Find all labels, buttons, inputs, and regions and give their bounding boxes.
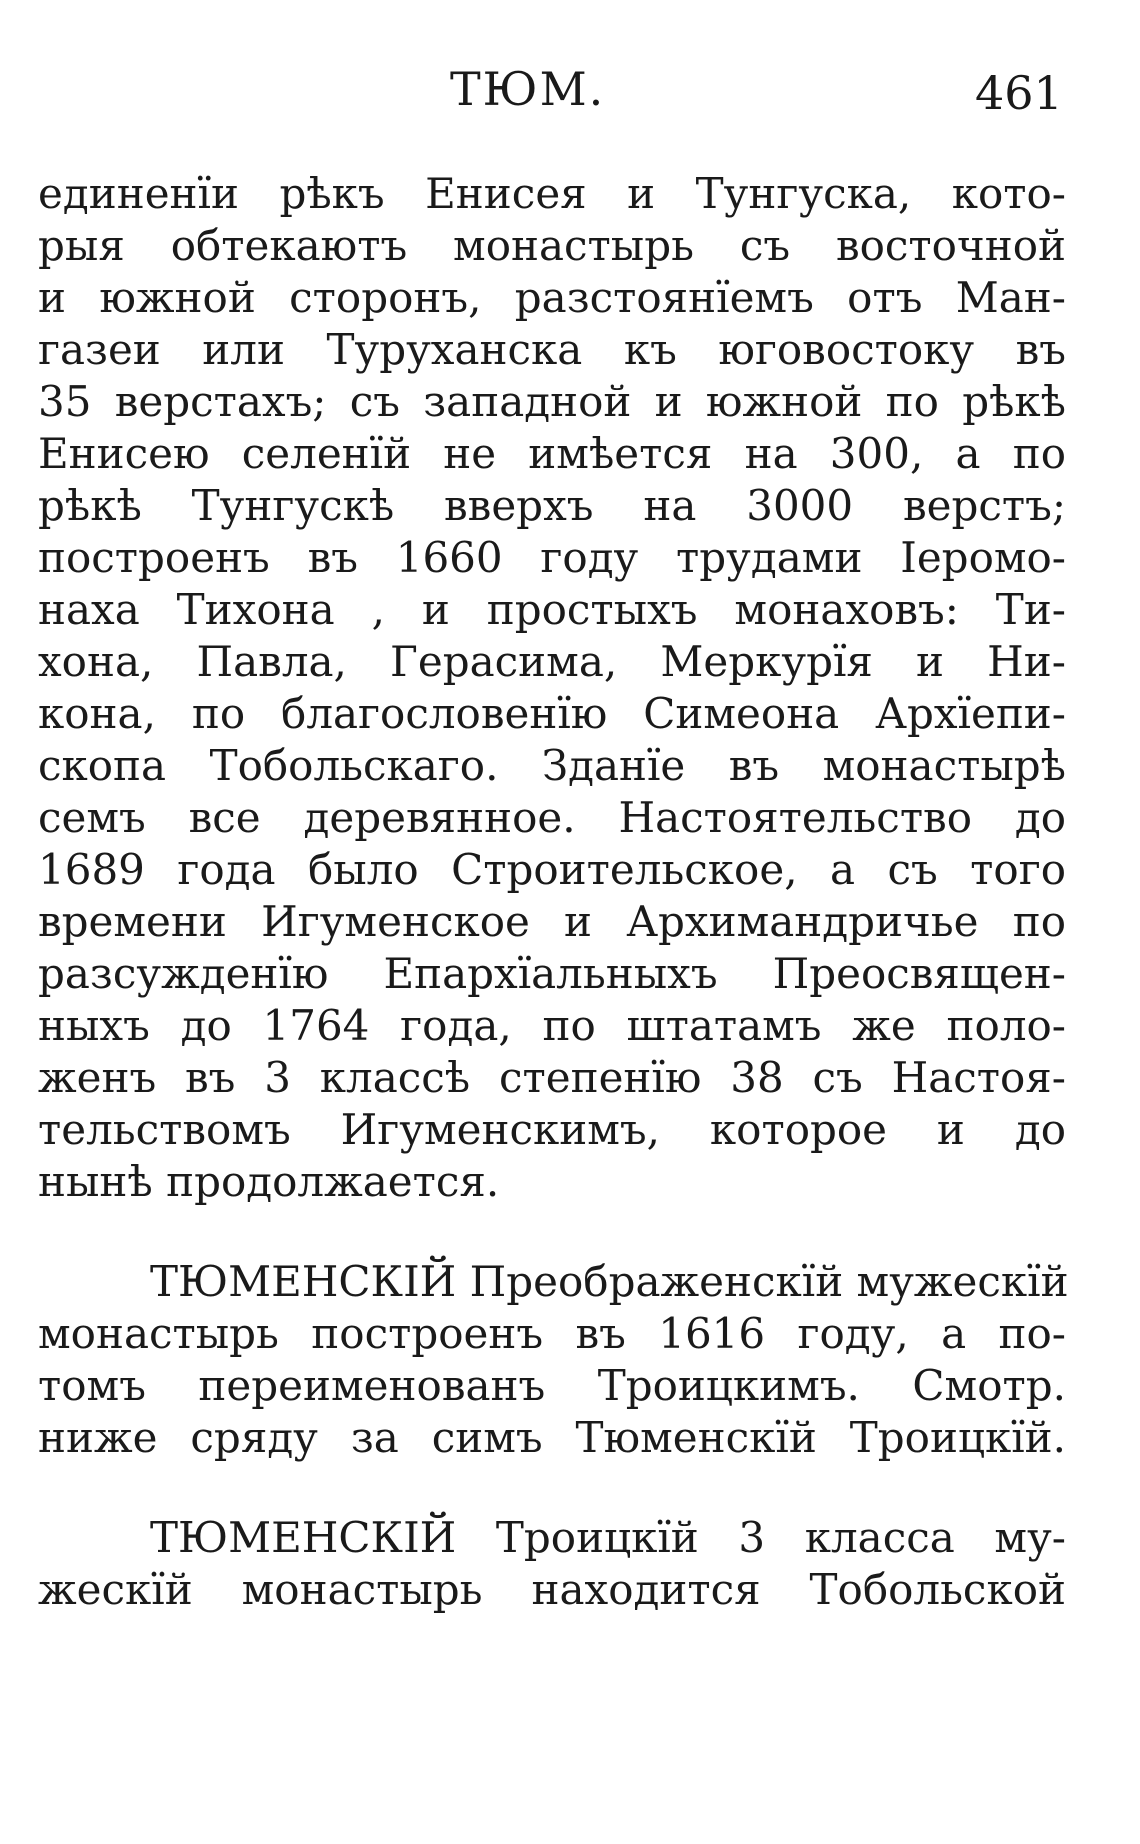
text-line: кона, по благословенїю Симеона Архїепи- [38,689,1066,738]
paragraph-preobrazhensky-entry [38,1256,1069,1464]
text-line: Енисею селенїй не имѣется на 300, а по [38,429,1066,478]
text-line: томъ переименованъ Троицкимъ. Смотр. [38,1361,1066,1410]
paragraph-gap [38,1208,1066,1256]
text-line: нынѣ продолжается. [38,1157,500,1206]
paragraph-gap [38,1464,1066,1512]
paragraph-troitsky-entry [38,1512,1066,1616]
text-line: женъ въ 3 классѣ степенїю 38 съ Настоя- [38,1053,1066,1102]
text-line: жескїй монастырь находится Тобольской [38,1565,1066,1614]
text-line: ныхъ до 1764 года, по штатамъ же поло- [38,1001,1066,1050]
text-line: 35 верстахъ; съ западной и южной по рѣкѣ [38,377,1066,426]
text-line: монастырь построенъ въ 1616 году, а по- [38,1309,1066,1358]
text-line: ниже сряду за симъ Тюменскїй Троицкїй. [38,1413,1066,1462]
text-line: единенїи рѣкъ Енисея и Тунгуска, кото- [38,169,1066,218]
text-line: наха Тихона , и простыхъ монаховъ: Ти- [38,585,1066,634]
text-line: рѣкѣ Тунгускѣ вверхъ на 3000 верстъ; [38,481,1066,530]
text-line: построенъ въ 1660 году трудами Iеромо- [38,533,1066,582]
paragraph-monastery-description [38,168,1066,1208]
text-line: времени Игуменское и Архимандричье по [38,897,1066,946]
text-line: рыя обтекаютъ монастырь съ восточной [38,221,1066,270]
text-line: скопа Тобольскаго. Зданїе въ монастырѣ [38,741,1066,790]
page-number: 461 [975,66,1063,120]
entry-heading-line: ТЮМЕНСКIЙ Троицкїй 3 класса му- [150,1513,1066,1562]
text-line: разсужденїю Епархїальныхъ Преосвящен- [38,949,1066,998]
running-head-title: ТЮМ. [450,62,606,116]
text-line: тельствомъ Игуменскимъ, которое и до [38,1105,1066,1154]
running-head [0,52,1140,122]
text-line: газеи или Туруханска къ юговостоку въ [38,325,1066,374]
body-text [38,168,1069,1616]
text-line: и южной сторонъ, разстоянїемъ отъ Ман- [38,273,1066,322]
entry-heading-line: ТЮМЕНСКIЙ Преображенскїй мужескїй [150,1257,1069,1306]
text-line: 1689 года было Строительское, а съ того [38,845,1066,894]
text-line: хона, Павла, Герасима, Меркурїя и Ни- [38,637,1066,686]
text-line: семъ все деревянное. Настоятельство до [38,793,1066,842]
